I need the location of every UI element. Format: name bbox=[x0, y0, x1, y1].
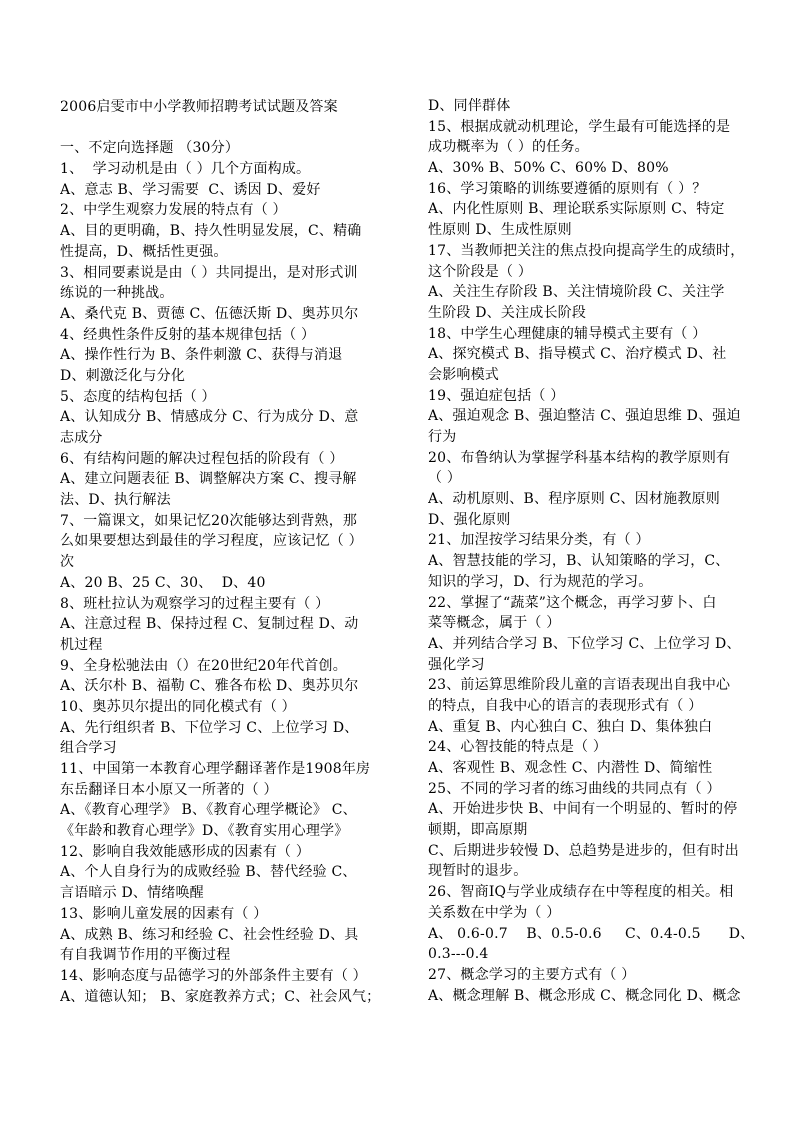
text-line: A、探究模式 B、指导模式 C、治疗模式 D、社 bbox=[428, 346, 727, 363]
text-line: A、先行组织者 B、下位学习 C、上位学习 D、 bbox=[60, 719, 359, 736]
text-line: 性原则 D、生成性原则 bbox=[428, 222, 572, 239]
text-line: D、强化原则 bbox=[428, 511, 511, 528]
text-line: 么如果要想达到最佳的学习程度，应该记忆（ ） bbox=[60, 533, 363, 550]
text-line: 的特点，自我中心的语言的表现形式有（ ） bbox=[428, 697, 703, 714]
text-line: A、强迫观念 B、强迫整洁 C、强迫思维 D、强迫 bbox=[428, 408, 741, 425]
text-line: 27、概念学习的主要方式有（ ） bbox=[428, 966, 636, 983]
text-line: A、建立问题表征 B、调整解决方案 C、搜寻解 bbox=[60, 471, 357, 488]
text-line: 知识的学习，D、行为规范的学习。 bbox=[428, 573, 653, 590]
right-column bbox=[428, 96, 770, 1006]
text-line: C、后期进步较慢 D、总趋势是进步的，但有时出 bbox=[428, 842, 739, 859]
text-line: 现暂时的退步。 bbox=[428, 863, 528, 880]
blank-line bbox=[60, 118, 408, 139]
text-line: 14、影响态度与品德学习的外部条件主要有（ ） bbox=[60, 967, 367, 984]
text-line: A、操作性行为 B、条件刺激 C、获得与消退 bbox=[60, 347, 343, 364]
text-line: A、认知成分 B、情感成分 C、行为成分 D、意 bbox=[60, 409, 359, 426]
text-line: 关系数在中学为（ ） bbox=[428, 904, 561, 921]
text-line: 言语暗示 D、情绪唤醒 bbox=[60, 885, 204, 902]
text-line: 4、经典性条件反射的基本规律包括（ ） bbox=[60, 326, 316, 343]
text-line: 2、中学生观察力发展的特点有（ ） bbox=[60, 202, 287, 219]
text-line: 5、态度的结构包括（ ） bbox=[60, 388, 216, 405]
left-column bbox=[60, 97, 408, 1007]
text-line: 19、强迫症包括（ ） bbox=[428, 387, 565, 404]
text-line: A、关注生存阶段 B、关注情境阶段 C、关注学 bbox=[428, 284, 725, 301]
text-line: 行为 bbox=[428, 429, 457, 445]
text-line: A、成熟 B、练习和经验 C、社会性经验 D、具 bbox=[60, 926, 359, 943]
text-line: A、意志 B、学习需要 C、诱因 D、爱好 bbox=[60, 181, 321, 198]
text-line: 21、加涅按学习结果分类，有（ ） bbox=[428, 532, 650, 549]
text-line: 8、班杜拉认为观察学习的过程主要有（ ） bbox=[60, 595, 330, 612]
text-line: 23、前运算思维阶段儿童的言语表现出自我中心 bbox=[428, 677, 731, 694]
document-title: 2006启雯市中小学教师招聘考试试题及答案 bbox=[60, 99, 338, 115]
text-line: A、注意过程 B、保持过程 C、复制过程 D、动 bbox=[60, 616, 359, 633]
text-line: A、目的更明确，B、持久性明显发展，C、精确 bbox=[60, 223, 362, 240]
section-heading: 一、不定向选择题 （30分） bbox=[60, 140, 240, 157]
text-line: 志成分 bbox=[60, 430, 103, 446]
text-line: A、智慧技能的学习，B、认知策略的学习，C、 bbox=[428, 553, 730, 570]
text-line: 1、 学习动机是由（ ）几个方面构成。 bbox=[60, 161, 311, 178]
text-line: A、客观性 B、观念性 C、内潜性 D、简缩性 bbox=[428, 760, 713, 776]
text-line: D、刺激泛化与分化 bbox=[60, 367, 186, 384]
text-line: 生阶段 D、关注成长阶段 bbox=[428, 304, 587, 321]
text-line: 9、全身松驰法由（）在20世纪20年代首创。 bbox=[60, 657, 347, 674]
text-line: A、道德认知； B、家庭教养方式；C、社会风气； bbox=[60, 988, 381, 1005]
text-line: 会影响模式 bbox=[428, 366, 499, 383]
text-line: A、沃尔朴 B、福勒 C、雅各布松 D、奥苏贝尔 bbox=[60, 678, 359, 695]
text-line: A、桑代克 B、贾德 C、伍德沃斯 D、奥苏贝尔 bbox=[60, 305, 359, 322]
right-question-lines bbox=[428, 96, 770, 1006]
text-line: 《年龄和教育心理学》D、《教育实用心理学》 bbox=[60, 823, 349, 840]
text-line: 10、奥苏贝尔提出的同化模式有（ ） bbox=[60, 698, 296, 715]
text-line: 17、当教师把关注的焦点投向提高学生的成绩时， bbox=[428, 242, 745, 259]
text-line: A、个人自身行为的成败经验 B、替代经验 C、 bbox=[60, 864, 357, 881]
text-line: D、同伴群体 bbox=[428, 98, 511, 114]
left-question-lines bbox=[60, 159, 408, 1007]
text-line: 11、中国第一本教育心理学翻译著作是1908年房 bbox=[60, 761, 371, 777]
text-line: A、20 B、25 C、30、 D、40 bbox=[60, 574, 266, 591]
text-line: 强化学习 bbox=[428, 656, 485, 673]
text-line: A、30% B、50% C、60% D、80% bbox=[428, 160, 669, 177]
text-line: 13、影响儿童发展的因素有（ ） bbox=[60, 905, 268, 922]
text-line: 组合学习 bbox=[60, 740, 117, 757]
text-line: 12、影响自我效能感形成的因素有（ ） bbox=[60, 843, 311, 860]
text-line: 机过程 bbox=[60, 636, 103, 653]
text-line: （ ） bbox=[428, 470, 462, 487]
text-line: 25、不同的学习者的练习曲线的共同点有（ ） bbox=[428, 780, 721, 797]
text-line: 有自我调节作用的平衡过程 bbox=[60, 947, 231, 964]
text-line: 6、有结构问题的解决过程包括的阶段有（ ） bbox=[60, 450, 344, 467]
text-line: 法、D、执行解法 bbox=[60, 492, 171, 509]
text-line: 练说的一种挑战。 bbox=[60, 285, 174, 302]
text-line: A、开始进步快 B、中间有一个明显的、暂时的停 bbox=[428, 801, 738, 818]
text-line: 次 bbox=[60, 554, 75, 571]
text-line: 22、掌握了“蔬菜”这个概念，再学习萝卜、白 bbox=[428, 594, 717, 611]
text-line: 菜等概念，属于（ ） bbox=[428, 615, 561, 632]
text-line: 7、一篇课文，如果记忆20次能够达到背熟，那 bbox=[60, 512, 358, 529]
text-line: 0.3---0.4 bbox=[428, 946, 489, 963]
text-line: 顿期，即高原期 bbox=[428, 822, 528, 839]
text-line: 东岳翻译日本小原又一所著的（ ） bbox=[60, 781, 278, 798]
text-line: 这个阶段是（ ） bbox=[428, 263, 533, 280]
text-line: 18、中学生心理健康的辅导模式主要有（ ） bbox=[428, 325, 707, 342]
text-line: A、内化性原则 B、理论联系实际原则 C、特定 bbox=[428, 201, 725, 218]
text-line: A、并列结合学习 B、下位学习 C、上位学习 D、 bbox=[428, 635, 741, 652]
text-line: 性提高，D、概括性更强。 bbox=[60, 243, 228, 260]
text-line: A、《教育心理学》 B、《教育心理学概论》 C、 bbox=[60, 802, 357, 819]
text-line: 26、智商IQ与学业成绩存在中等程度的相关。相 bbox=[428, 884, 734, 901]
text-line: 3、相同要素说是由（ ）共同提出，是对形式训 bbox=[60, 264, 358, 281]
text-line: A、动机原则、B、程序原则 C、因材施教原则 bbox=[428, 491, 720, 508]
text-line: A、 0.6-0.7 B、0.5-0.6 C、0.4-0.5 D、 bbox=[428, 925, 755, 942]
text-line: 成功概率为（ ）的任务。 bbox=[428, 139, 589, 156]
text-line: 16、学习策略的训练要遵循的原则有（ ）？ bbox=[428, 180, 707, 197]
text-line: 20、布鲁纳认为掌握学科基本结构的教学原则有 bbox=[428, 449, 731, 466]
text-line: 24、心智技能的特点是（ ） bbox=[428, 739, 608, 756]
text-line: 15、根据成就动机理论，学生最有可能选择的是 bbox=[428, 118, 731, 135]
text-line: A、重复 B、内心独白 C、独白 D、集体独白 bbox=[428, 718, 713, 735]
text-line: A、概念理解 B、概念形成 C、概念同化 D、概念 bbox=[428, 987, 741, 1004]
